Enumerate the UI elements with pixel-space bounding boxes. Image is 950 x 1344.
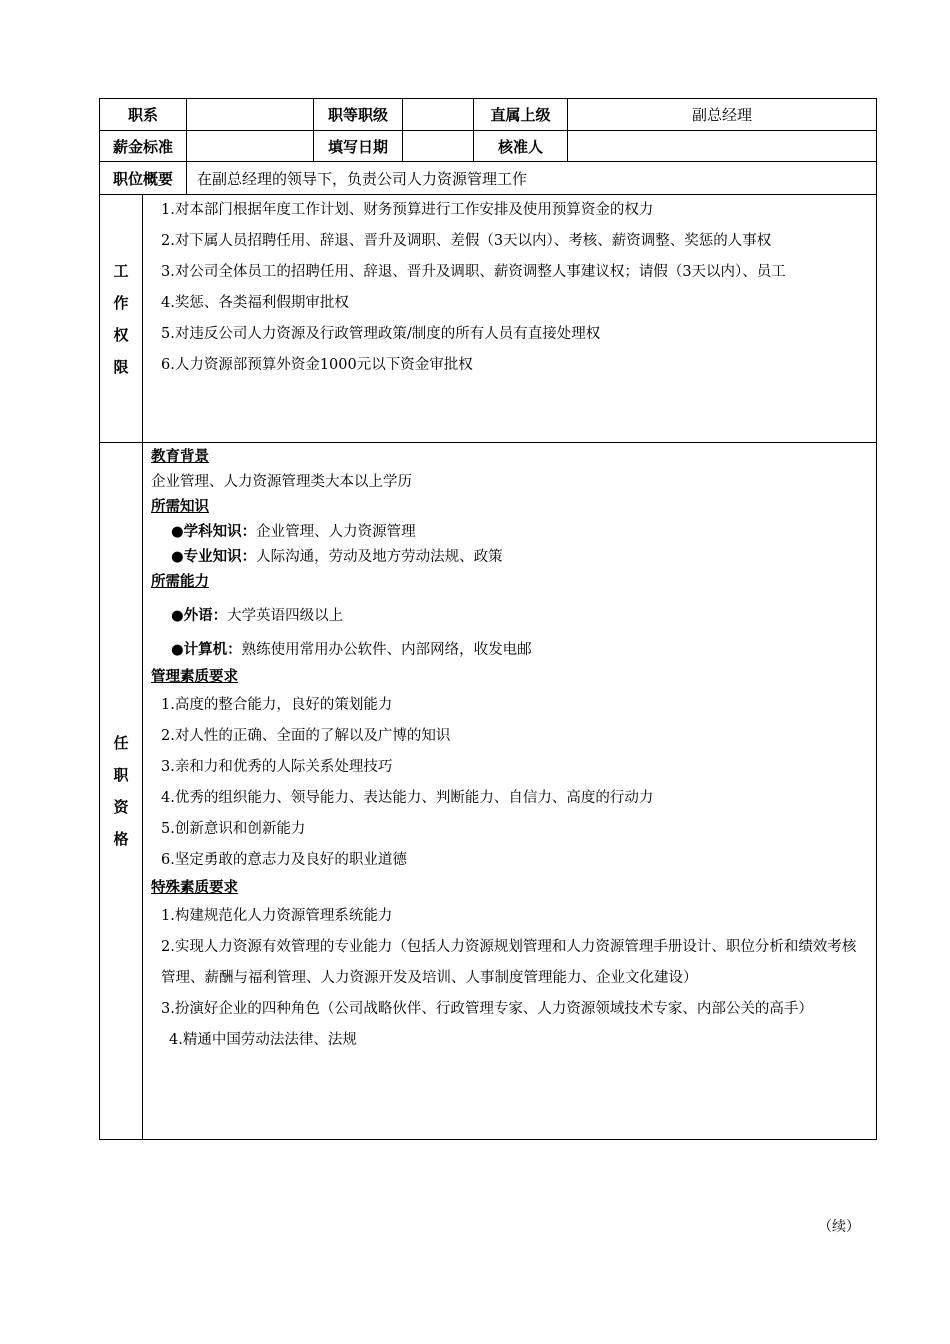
management-item: 5.创新意识和创新能力: [161, 821, 306, 837]
label-job-grade: 职等职级: [314, 99, 403, 131]
special-heading: 特殊素质要求: [151, 880, 238, 896]
value-salary-standard: [187, 131, 314, 162]
value-job-summary: 在副总经理的领导下，负责公司人力资源管理工作: [187, 162, 877, 195]
qualifications-title-char: 资: [113, 798, 129, 816]
qualifications-title-char: 职: [113, 766, 129, 784]
management-item: 6.坚定勇敢的意志力及良好的职业道德: [161, 852, 407, 868]
label-fill-date: 填写日期: [314, 131, 403, 162]
ability-item-text: 大学英语四级以上: [227, 608, 344, 624]
education-heading: 教育背景: [151, 449, 209, 465]
header-row-1: [100, 99, 877, 131]
qualifications-content: [143, 443, 877, 1140]
education-text: 企业管理、人力资源管理类大本以上学历: [151, 474, 412, 490]
knowledge-item-label: ●学科知识：: [171, 524, 257, 540]
authority-title-char: 工: [113, 261, 129, 280]
management-item: 1.高度的整合能力，良好的策划能力: [161, 697, 393, 713]
authority-title-char: 权: [113, 325, 129, 344]
authority-list: [143, 195, 877, 443]
value-approver: [568, 131, 877, 162]
qualifications-row: [100, 443, 877, 1140]
authority-row: [100, 195, 877, 443]
ability-item-text: 熟练使用常用办公软件、内部网络，收发电邮: [241, 642, 532, 658]
label-approver: 核准人: [474, 131, 568, 162]
value-job-series: [187, 99, 314, 131]
special-item: 1.构建规范化人力资源管理系统能力: [161, 908, 393, 924]
authority-item: 5.对违反公司人力资源及行政管理政策/制度的所有人员有直接处理权: [161, 326, 601, 342]
knowledge-item-text: 企业管理、人力资源管理: [256, 524, 416, 540]
authority-title-char: 作: [113, 293, 129, 312]
authority-title-char: 限: [113, 357, 129, 376]
label-direct-superior: 直属上级: [474, 99, 568, 131]
management-heading: 管理素质要求: [151, 669, 238, 685]
header-row-2: [100, 131, 877, 162]
ability-item-label: ●外语：: [171, 608, 228, 624]
ability-item: [151, 635, 870, 665]
qualifications-section-title: [100, 443, 143, 1140]
summary-row: [100, 162, 877, 195]
qualifications-title-char: 格: [113, 830, 129, 848]
knowledge-item-text: 人际沟通，劳动及地方劳动法规、政策: [256, 549, 503, 565]
authority-item: 1.对本部门根据年度工作计划、财务预算进行工作安排及使用预算资金的权力: [161, 202, 654, 218]
qualifications-title-char: 任: [113, 734, 129, 752]
knowledge-heading: 所需知识: [151, 499, 209, 515]
special-item: 2.实现人力资源有效管理的专业能力（包括人力资源规划管理和人力资源管理手册设计、职位分析和绩效考核管理、薪酬与福利管理、人力资源开发及培训、人事制度管理能力、企业文化建设）: [161, 939, 857, 986]
label-job-summary: 职位概要: [100, 162, 187, 195]
authority-item: 3.对公司全体员工的招聘任用、辞退、晋升及调职、薪资调整人事建议权；请假（3天以内）、员工: [161, 264, 786, 280]
ability-item: [151, 601, 870, 631]
label-salary-standard: 薪金标准: [100, 131, 187, 162]
label-job-series: 职系: [100, 99, 187, 131]
management-item: 2.对人性的正确、全面的了解以及广博的知识: [161, 728, 451, 744]
ability-heading: 所需能力: [151, 574, 209, 590]
continued-label: （续）: [818, 1219, 860, 1235]
value-fill-date: [403, 131, 474, 162]
authority-item: 6.人力资源部预算外资金1000元以下资金审批权: [161, 357, 473, 373]
value-job-grade: [403, 99, 474, 131]
job-description-table: [99, 98, 877, 1140]
authority-item: 2.对下属人员招聘任用、辞退、晋升及调职、差假（3天以内）、考核、薪资调整、奖惩的人事权: [161, 233, 772, 249]
authority-section-title: [100, 195, 143, 443]
knowledge-item: [151, 520, 870, 545]
knowledge-item-label: ●专业知识：: [171, 549, 257, 565]
ability-item-label: ●计算机：: [171, 642, 242, 658]
special-item: 4.精通中国劳动法法律、法规: [169, 1032, 357, 1048]
value-direct-superior: 副总经理: [568, 99, 877, 131]
knowledge-item: [151, 545, 870, 570]
authority-item: 4.奖惩、各类福利假期审批权: [161, 295, 349, 311]
management-item: 3.亲和力和优秀的人际关系处理技巧: [161, 759, 393, 775]
management-item: 4.优秀的组织能力、领导能力、表达能力、判断能力、自信力、高度的行动力: [161, 790, 654, 806]
special-item: 3.扮演好企业的四种角色（公司战略伙伴、行政管理专家、人力资源领域技术专家、内部公关的高手）: [161, 1001, 813, 1017]
